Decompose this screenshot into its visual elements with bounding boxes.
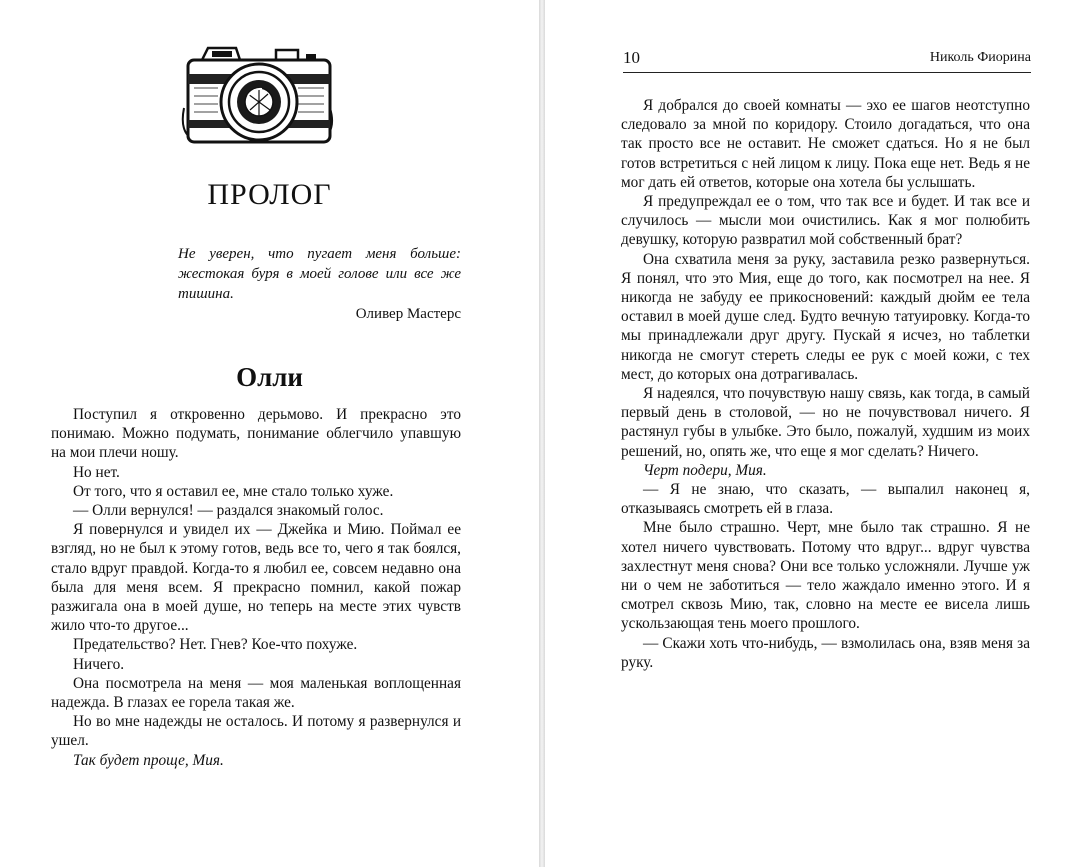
paragraph: Она посмотрела на меня — моя маленькая воплощенная надежда. В глазах ее горела такая же. (51, 674, 461, 712)
paragraph: — Скажи хоть что-нибудь, — взмолилась она, взяв меня за руку. (621, 634, 1030, 671)
prologue-title: ПРОЛОГ (207, 178, 332, 211)
chapter-title: Олли (236, 362, 303, 392)
paragraph: Предательство? Нет. Гнев? Кое-что похуже. (73, 636, 358, 654)
paragraph: Она схватила меня за руку, заставила резко развернуться. Я понял, что это Мия, еще до того, как посмотрел на нее. Я никогда не забуду ее прикосновений: каждый дюйм ее тела оставил в моей душе след. Будто вечную татуировку. Когда-то мы принадлежали друг другу. Пускай я исчез, но таблетки никогда не смогут стереть следы ее рук с моей кожи, с тех мест, до которых она дотрагивалась. (621, 250, 1030, 383)
right-body-text (621, 96, 1030, 672)
paragraph: — Олли вернулся! — раздался знакомый голос. (73, 502, 384, 520)
paragraph: Ничего. (73, 655, 125, 673)
paragraph: Так будет проще, Мия. (73, 751, 224, 769)
page-number: 10 (623, 48, 640, 67)
paragraph: От того, что я оставил ее, мне стало только хуже. (73, 482, 394, 500)
paragraph: Я повернулся и увидел их — Джейка и Мию. Поймал ее взгляд, но не был к этому готов, ведь все то, чего я так боялся, стало вдруг правдой. Когда-то я любил ее, совсем недавно она была для меня всем. Я прекрасно помнил, какой пожар разжигала она в моей душе, но теперь на месте этих чувств жило что-то другое... (51, 521, 461, 635)
paragraph: — Я не знаю, что сказать, — выпалил наконец я, отказываясь смотреть ей в глаза. (621, 481, 1030, 518)
left-body-text (51, 405, 461, 770)
epigraph: Не уверен, что пугает меня больше: жестокая буря в моей голове или все же тишина. (178, 246, 461, 302)
right-page (545, 0, 1090, 867)
paragraph: Поступил я откровенно дерьмово. И прекрасно это понимаю. Можно подумать, понимание облегчило упавшую на мои плечи ношу. (51, 406, 461, 462)
page-header (623, 48, 1031, 73)
camera-icon (178, 36, 338, 154)
paragraph: Я добрался до своей комнаты — эхо ее шагов неотступно следовало за мной по коридору. Стоило догадаться, что она так просто все не оставит. Не сможет сдаться. Но я не был готов встретиться с ней лицом к лицу. Пока еще нет. Ведь я не мог дать ей ответов, которые она хотела бы услышать. (621, 97, 1030, 191)
paragraph: Но нет. (73, 463, 120, 481)
epigraph-author: Оливер Мастерс (355, 306, 461, 322)
paragraph: Я надеялся, что почувствую нашу связь, как тогда, в самый первый день в столовой, — но не почувствовал ничего. Я растянул губы в улыбке. Это было, пожалуй, худшим из моих решений, но, опять же, что еще я мог сделать? Ничего. (621, 385, 1030, 460)
left-page (0, 0, 539, 867)
paragraph: Черт подери, Мия. (643, 461, 767, 479)
paragraph: Мне было страшно. Черт, мне было так страшно. Я не хотел ничего чувствовать. Потому что вдруг... вдруг чувства захлестнут меня снова? Они все только усложняли. Лучше уж ни о чем не заботиться — тело жаждало именно этого. И я смотрел сквозь Мию, так, словно на месте ее висела лишь ускользающая тень моего прошлого. (621, 519, 1030, 633)
paragraph: Но во мне надежды не осталось. И потому я развернулся и ушел. (51, 713, 461, 750)
paragraph: Я предупреждал ее о том, что так все и будет. И так все и случилось — мысли мои очистились. Как я мог полюбить девушку, которую развратил мой собственный брат? (621, 193, 1030, 249)
running-head-author: Николь Фиорина (929, 50, 1031, 65)
